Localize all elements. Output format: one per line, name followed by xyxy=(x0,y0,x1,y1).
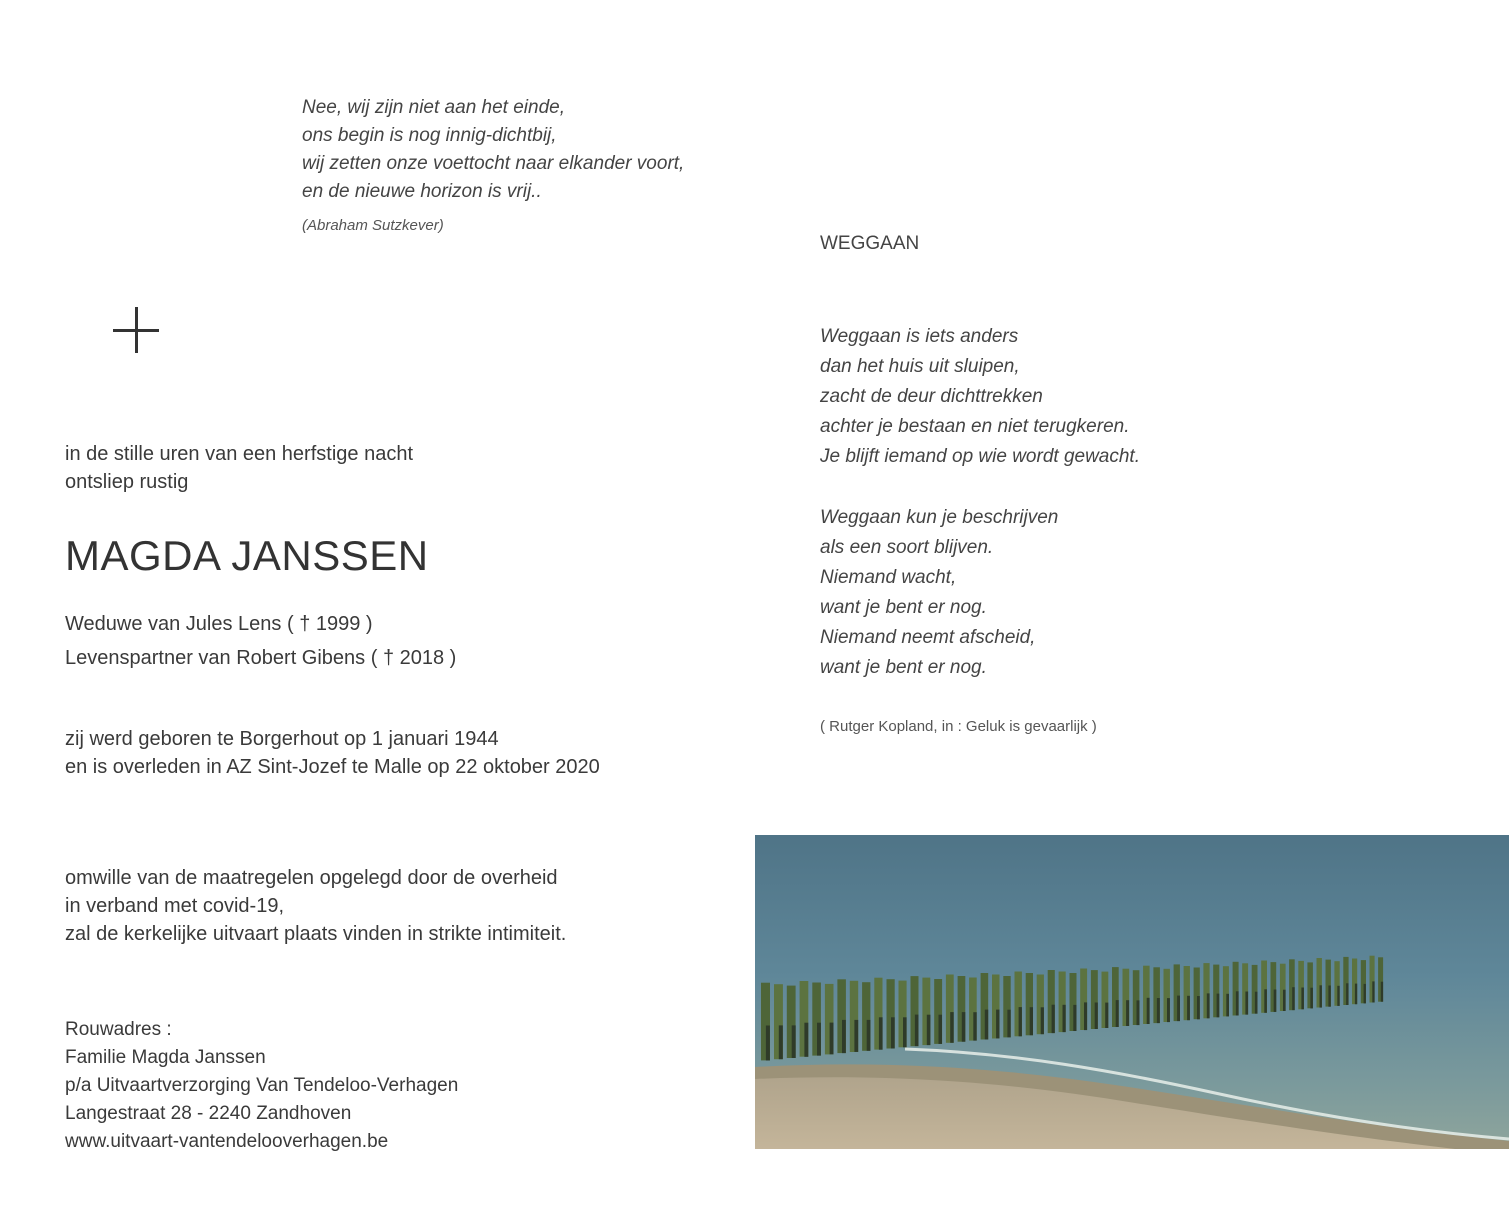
groyne-post-shadow xyxy=(915,1015,919,1047)
deceased-name: MAGDA JANSSEN xyxy=(65,532,429,579)
groyne-post-shadow xyxy=(1292,987,1295,1010)
groyne-post-shadow xyxy=(1116,1000,1119,1027)
birth-line: zij werd geboren te Borgerhout op 1 januari 1944 xyxy=(65,728,499,750)
website-link[interactable]: www.uitvaart-vantendelooverhagen.be xyxy=(65,1131,389,1152)
groyne-post-shadow xyxy=(1255,992,1258,1014)
groyne-post-shadow xyxy=(1217,994,1220,1018)
groyne-post-shadow xyxy=(1274,990,1277,1012)
quote-line: en de nieuwe horizon is vrij.. xyxy=(302,181,542,202)
groyne-post-shadow xyxy=(985,1010,988,1040)
beach-groyne-photo xyxy=(755,835,1509,1149)
poem-title: WEGGAAN xyxy=(820,233,920,254)
poem-line: achter je bestaan en niet terugkeren. xyxy=(820,416,1130,437)
poem-line: Niemand wacht, xyxy=(820,567,957,588)
groyne-post-shadow xyxy=(842,1020,846,1053)
groyne-post-shadow xyxy=(1157,998,1160,1023)
groyne-post-shadow xyxy=(1137,1000,1140,1025)
groyne-post-shadow xyxy=(962,1012,966,1042)
groyne-post-shadow xyxy=(1245,992,1248,1015)
groyne-post-shadow xyxy=(879,1017,883,1049)
poem-line: Niemand neemt afscheid, xyxy=(820,627,1036,648)
poem-line: Je blijft iemand op wie wordt gewacht. xyxy=(820,446,1140,467)
poem-stanza-1 xyxy=(820,322,1140,472)
poem-line: want je bent er nog. xyxy=(820,597,987,618)
address-line: p/a Uitvaartverzorging Van Tendeloo-Verhagen xyxy=(65,1075,459,1096)
groyne-post-shadow xyxy=(1372,981,1374,1002)
groyne-post-shadow xyxy=(973,1012,976,1040)
mourning-address xyxy=(65,1016,458,1156)
relation-line: Levenspartner van Robert Gibens ( † 2018 ) xyxy=(65,647,457,669)
groyne-post-shadow xyxy=(1187,996,1190,1020)
groyne-post-shadow xyxy=(1095,1003,1098,1030)
groyne-post-shadow xyxy=(1063,1005,1066,1032)
groyne-post-shadow xyxy=(1301,988,1304,1010)
groyne-post-shadow xyxy=(1030,1007,1033,1035)
groyne-post-shadow xyxy=(1041,1007,1044,1034)
groyne-post-shadow xyxy=(1226,994,1229,1017)
quote-author: (Abraham Sutzkever) xyxy=(302,217,444,234)
notice-line: omwille van de maatregelen opgelegd door de overheid xyxy=(65,867,558,889)
poem-line: zacht de deur dichttrekken xyxy=(820,386,1043,407)
groyne-post-shadow xyxy=(1264,989,1267,1013)
poem-line: als een soort blijven. xyxy=(820,537,994,558)
address-label: Rouwadres : xyxy=(65,1019,172,1040)
notice-line: in verband met covid-19, xyxy=(65,895,285,917)
groyne-post-shadow xyxy=(867,1020,871,1051)
notice-line: zal de kerkelijke uitvaart plaats vinden in strikte intimiteit. xyxy=(65,923,567,945)
groyne-post-shadow xyxy=(1177,996,1180,1022)
poem-line: want je bent er nog. xyxy=(820,657,987,678)
poem-credit: ( Rutger Kopland, in : Geluk is gevaarlijk ) xyxy=(820,718,1097,735)
groyne-post-shadow xyxy=(891,1017,895,1048)
groyne-post-shadow xyxy=(1207,993,1210,1018)
relation-line: Weduwe van Jules Lens ( † 1999 ) xyxy=(65,613,373,635)
quote-line: Nee, wij zijn niet aan het einde, xyxy=(302,97,565,118)
groyne-post-shadow xyxy=(817,1023,821,1056)
intro-line: ontsliep rustig xyxy=(65,471,189,493)
intro-text xyxy=(65,440,413,496)
groyne-post-shadow xyxy=(766,1026,770,1061)
groyne-post-shadow xyxy=(1310,988,1313,1009)
groyne-post-shadow xyxy=(1084,1002,1087,1030)
groyne-post-shadow xyxy=(830,1023,834,1055)
poem-line: Weggaan is iets anders xyxy=(820,326,1019,347)
groyne-post-shadow xyxy=(927,1015,931,1045)
death-line: en is overleden in AZ Sint-Jozef te Malle op 22 oktober 2020 xyxy=(65,756,600,778)
address-line: Langestraat 28 - 2240 Zandhoven xyxy=(65,1103,352,1124)
funeral-notice xyxy=(65,864,566,948)
groyne-post-shadow xyxy=(1007,1010,1010,1038)
poem-stanza-2 xyxy=(820,503,1058,683)
groyne-post-shadow xyxy=(1355,984,1357,1005)
groyne-post-shadow xyxy=(1320,985,1322,1007)
groyne-post-shadow xyxy=(1236,991,1239,1015)
groyne-post-shadow xyxy=(1019,1007,1022,1036)
groyne-post-shadow xyxy=(1328,986,1330,1007)
cross-icon xyxy=(113,307,159,353)
groyne-post-shadow xyxy=(1337,986,1339,1006)
groyne-post-shadow xyxy=(950,1012,954,1043)
groyne-post-shadow xyxy=(1346,983,1348,1005)
opening-quote xyxy=(302,94,684,206)
birth-death-text xyxy=(65,725,600,781)
groyne-post-shadow xyxy=(903,1017,907,1047)
groyne-post-shadow xyxy=(792,1025,796,1058)
relations xyxy=(65,607,456,675)
quote-line: wij zetten onze voettocht naar elkander voort, xyxy=(302,153,685,174)
groyne-post-shadow xyxy=(854,1020,858,1052)
intro-line: in de stille uren van een herfstige nacht xyxy=(65,443,413,465)
groyne-post-shadow xyxy=(1052,1005,1055,1033)
groyne-post-shadow xyxy=(1105,1003,1108,1028)
groyne-post-shadow xyxy=(939,1015,943,1044)
groyne-post-shadow xyxy=(1197,996,1200,1019)
address-line: Familie Magda Janssen xyxy=(65,1047,266,1068)
poem-line: Weggaan kun je beschrijven xyxy=(820,507,1059,528)
groyne-post-shadow xyxy=(1167,998,1170,1022)
groyne-post-shadow xyxy=(1073,1005,1076,1031)
poem-line: dan het huis uit sluipen, xyxy=(820,356,1020,377)
groyne-post-shadow xyxy=(996,1010,999,1039)
groyne-post-shadow xyxy=(1381,982,1383,1002)
groyne-post-shadow xyxy=(1147,998,1150,1024)
quote-line: ons begin is nog innig-dichtbij, xyxy=(302,125,557,146)
groyne-post-shadow xyxy=(1126,1000,1129,1026)
groyne-post-shadow xyxy=(1283,990,1286,1011)
groyne-post-shadow xyxy=(1364,984,1366,1004)
groyne-post-shadow xyxy=(804,1023,808,1057)
groyne-post-shadow xyxy=(779,1025,783,1059)
